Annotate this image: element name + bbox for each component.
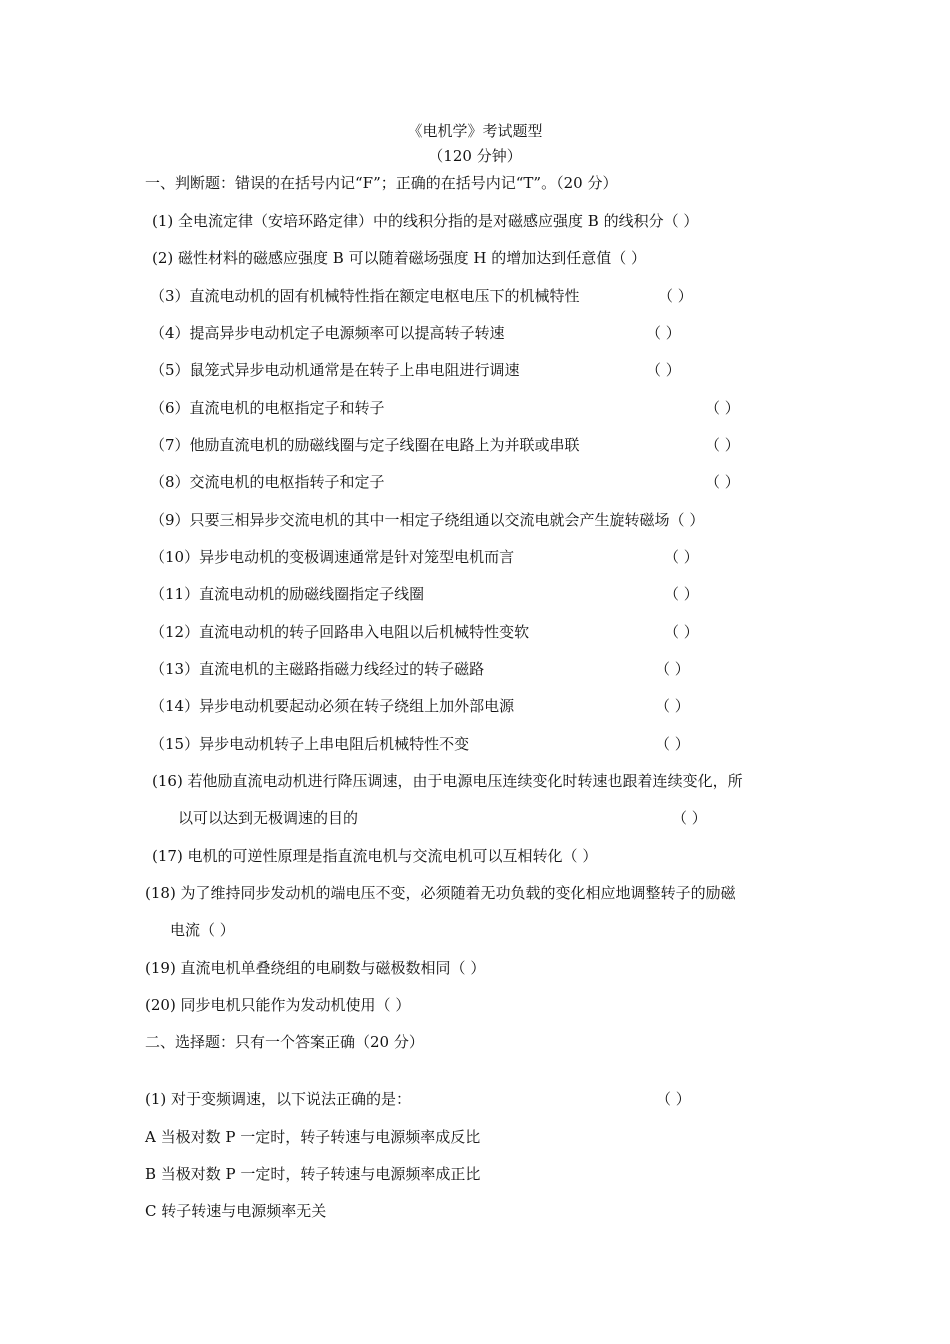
choice-option-c: C 转子转速与电源频率无关: [145, 1202, 327, 1220]
judge-item-7-paren: （ ）: [705, 436, 740, 454]
judge-item-2: (2) 磁性材料的磁感应强度 B 可以随着磁场强度 H 的增加达到任意值（ ）: [152, 249, 646, 267]
choice-option-a: A 当极对数 P 一定时，转子转速与电源频率成反比: [145, 1128, 481, 1146]
judge-item-16: (16) 若他励直流电动机进行降压调速，由于电源电压连续变化时转速也跟着连续变化，所: [152, 772, 743, 790]
judge-item-11: （11）直流电动机的励磁线圈指定子线圈: [150, 585, 425, 603]
choice-q1: (1) 对于变频调速，以下说法正确的是：: [145, 1090, 412, 1108]
judge-item-4: （4）提高异步电动机定子电源频率可以提高转子转速: [150, 324, 505, 342]
choice-q1-paren: （ ）: [656, 1090, 691, 1108]
judge-item-14-paren: （ ）: [655, 697, 690, 715]
judge-item-10: （10）异步电动机的变极调速通常是针对笼型电机而言: [150, 548, 515, 566]
doc-duration: （120 分钟）: [428, 147, 522, 165]
judge-item-10-paren: （ ）: [664, 548, 699, 566]
judge-item-13: （13）直流电机的主磁路指磁力线经过的转子磁路: [150, 660, 485, 678]
section2-heading: 二、选择题：只有一个答案正确（20 分）: [145, 1033, 424, 1051]
judge-item-16-cont: 以可以达到无极调速的目的: [178, 809, 359, 827]
judge-item-12-paren: （ ）: [664, 623, 699, 641]
judge-item-16-paren: （ ）: [672, 809, 707, 827]
judge-item-3-paren: （ ）: [658, 287, 693, 305]
judge-item-9: （9）只要三相异步交流电机的其中一相定子绕组通以交流电就会产生旋转磁场（ ）: [150, 511, 705, 529]
judge-item-4-paren: （ ）: [646, 324, 681, 342]
judge-item-6: （6）直流电机的电枢指定子和转子: [150, 399, 385, 417]
judge-item-3: （3）直流电动机的固有机械特性指在额定电枢电压下的机械特性: [150, 287, 580, 305]
section1-heading: 一、判断题：错误的在括号内记“F”；正确的在括号内记“T”。（20 分）: [145, 174, 618, 192]
judge-item-6-paren: （ ）: [705, 399, 740, 417]
judge-item-20: (20) 同步电机只能作为发动机使用（ ）: [145, 996, 411, 1014]
judge-item-8: （8）交流电机的电枢指转子和定子: [150, 473, 385, 491]
judge-item-5-paren: （ ）: [646, 361, 681, 379]
judge-item-18: (18) 为了维持同步发动机的端电压不变，必须随着无功负载的变化相应地调整转子的励磁: [145, 884, 736, 902]
judge-item-8-paren: （ ）: [705, 473, 740, 491]
judge-item-18-cont: 电流（ ）: [170, 921, 235, 939]
judge-item-19: (19) 直流电机单叠绕组的电刷数与磁极数相同（ ）: [145, 959, 486, 977]
choice-option-b: B 当极对数 P 一定时，转子转速与电源频率成正比: [145, 1165, 481, 1183]
judge-item-5: （5）鼠笼式异步电动机通常是在转子上串电阻进行调速: [150, 361, 520, 379]
judge-item-17: (17) 电机的可逆性原理是指直流电机与交流电机可以互相转化（ ）: [152, 847, 598, 865]
doc-title: 《电机学》考试题型: [407, 122, 543, 140]
judge-item-11-paren: （ ）: [664, 585, 699, 603]
judge-item-1: (1) 全电流定律（安培环路定律）中的线积分指的是对磁感应强度 B 的线积分（ ）: [152, 212, 699, 230]
judge-item-13-paren: （ ）: [655, 660, 690, 678]
judge-item-14: （14）异步电动机要起动必须在转子绕组上加外部电源: [150, 697, 515, 715]
judge-item-7: （7）他励直流电机的励磁线圈与定子线圈在电路上为并联或串联: [150, 436, 580, 454]
judge-item-12: （12）直流电动机的转子回路串入电阻以后机械特性变软: [150, 623, 530, 641]
judge-item-15: （15）异步电动机转子上串电阻后机械特性不变: [150, 735, 470, 753]
judge-item-15-paren: （ ）: [655, 735, 690, 753]
